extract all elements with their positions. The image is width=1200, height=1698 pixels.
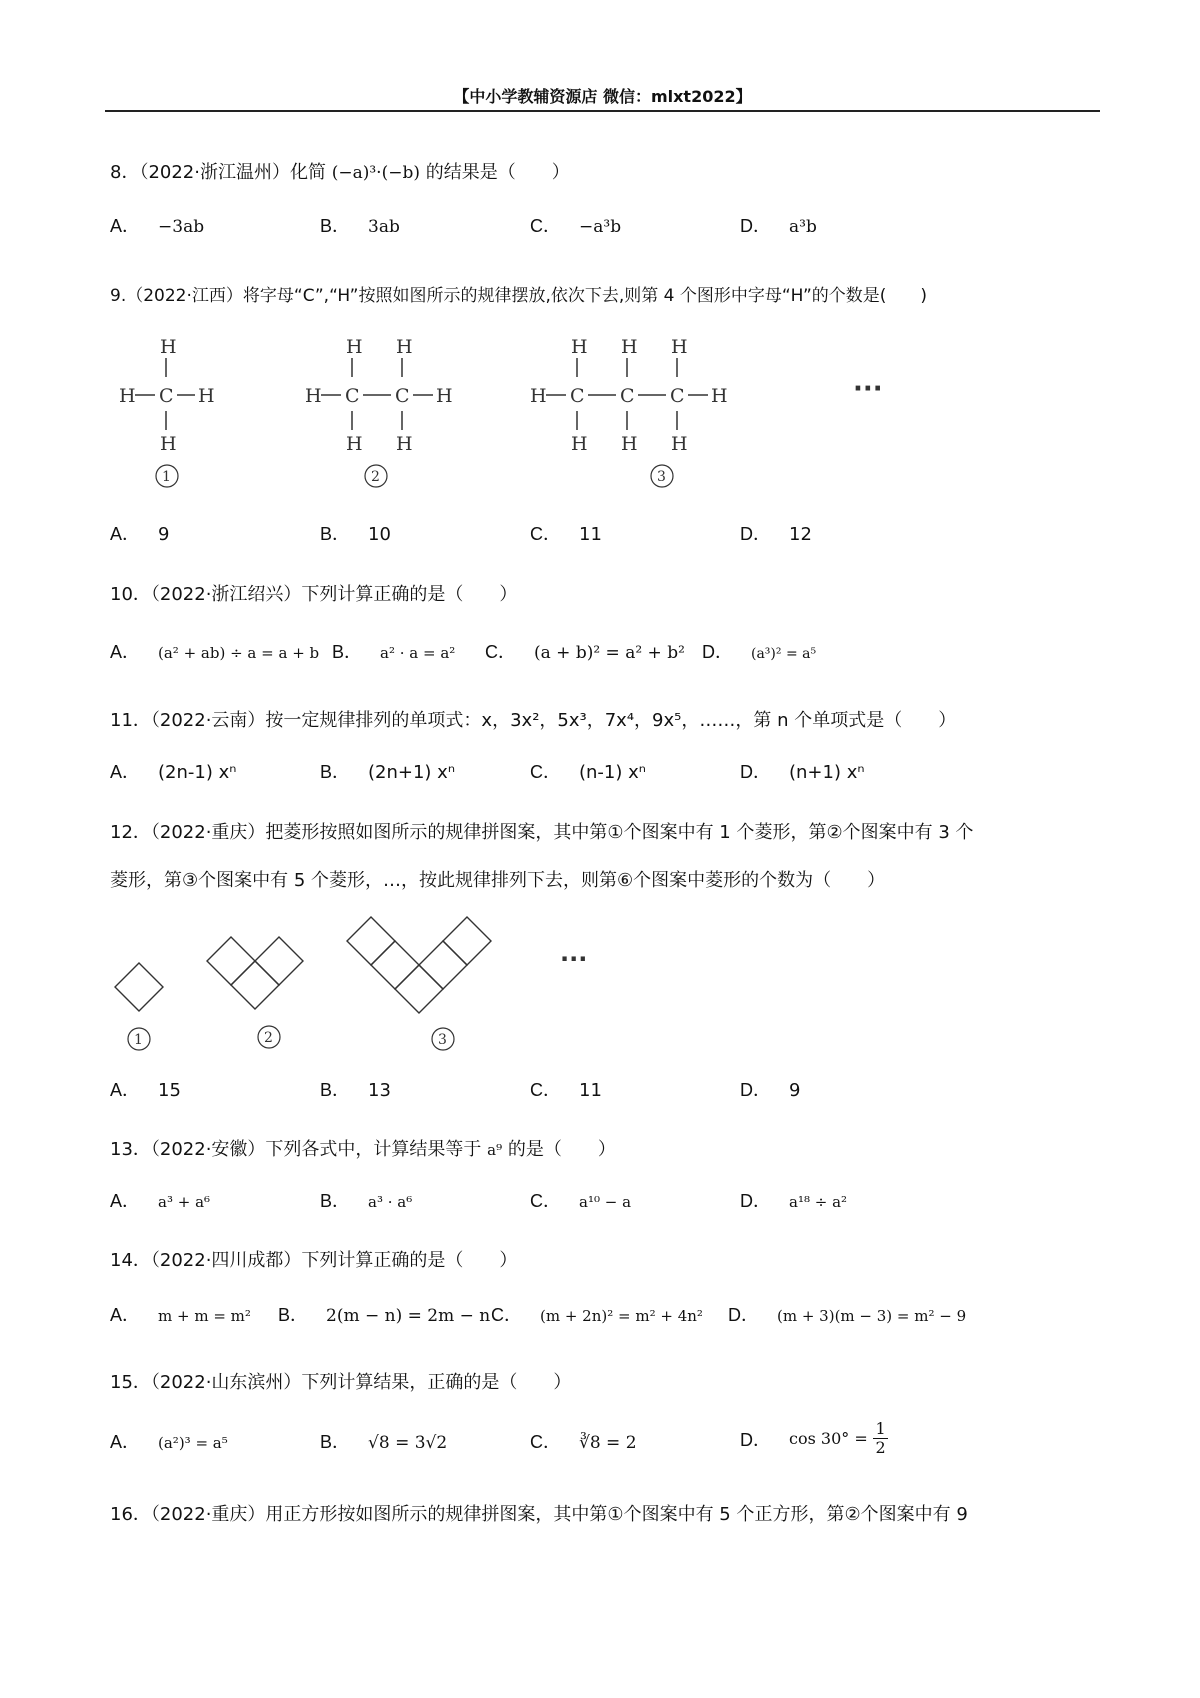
- atom-h: H: [346, 433, 363, 455]
- atom-h: H: [571, 336, 588, 358]
- rhombus: [347, 917, 395, 965]
- atom-h: H: [160, 336, 177, 358]
- svg-text:3: 3: [438, 1032, 447, 1048]
- question-8-suffix: 的结果是（ ）: [425, 162, 570, 183]
- atom-h: H: [396, 336, 413, 358]
- question-12-stem-line-2: 菱形，第③个图案中有 5 个菱形，…，按此规律排列下去，则第⑥个图案中菱形的个数为（ ）: [110, 870, 886, 891]
- question-12-figure: [105, 910, 625, 1060]
- atom-h: H: [711, 385, 728, 407]
- svg-text:1: 1: [162, 469, 171, 485]
- option-d: D． cos 30° = $\frac{1}{2}$: [740, 1419, 886, 1457]
- atom-c: C: [670, 385, 685, 407]
- question-13-stem: 13．（2022·安徽）下列各式中，计算结果等于 a⁹ 的是（ ）: [110, 1139, 616, 1160]
- atom-c: C: [395, 385, 410, 407]
- rhombus: [231, 961, 279, 1009]
- molecule-3: [530, 336, 728, 487]
- rhombus: [395, 965, 443, 1013]
- option-b: B． a² · a = a²: [332, 642, 456, 662]
- question-8-stem: [110, 160, 570, 186]
- atom-c: C: [345, 385, 360, 407]
- molecule-1: [119, 336, 215, 487]
- fraction: [873, 1420, 887, 1457]
- atom-h: H: [571, 433, 588, 455]
- option-c: C． (a + b)² = a² + b²: [485, 642, 685, 663]
- rhombus: [255, 937, 303, 985]
- option-a: A． (a² + ab) ÷ a = a + b: [110, 642, 320, 662]
- option-d: D． a³b: [740, 216, 817, 237]
- option-a: A． 9: [110, 524, 170, 545]
- atom-h: H: [530, 385, 547, 407]
- option-b: B． 3ab: [320, 216, 400, 237]
- question-8-expression: (−a)³·(−b): [331, 163, 420, 183]
- rhombus: [115, 963, 163, 1011]
- page-header: 【中小学教辅资源店 微信：mlxt2022】: [453, 87, 752, 106]
- rhombus: [419, 941, 467, 989]
- option-c: C． ∛8 = 2: [530, 1432, 637, 1453]
- option-d: D． 9: [740, 1080, 801, 1101]
- option-c: C． −a³b: [530, 216, 622, 237]
- rhombus: [443, 917, 491, 965]
- svg-text:1: 1: [134, 1032, 143, 1048]
- atom-h: H: [346, 336, 363, 358]
- option-b: B． a³ · a⁶: [320, 1191, 413, 1211]
- option-a: A． −3ab: [110, 216, 205, 237]
- header-divider: [105, 110, 1100, 112]
- question-14-stem: 14．（2022·四川成都）下列计算正确的是（ ）: [110, 1250, 518, 1271]
- fraction-numerator: 1: [875, 1419, 886, 1438]
- option-b: B． 13: [320, 1080, 391, 1101]
- question-9-figure: [105, 325, 925, 500]
- atom-c: C: [570, 385, 585, 407]
- atom-h: H: [671, 336, 688, 358]
- option-c: C． 11: [530, 524, 602, 545]
- atom-c: C: [159, 385, 174, 407]
- option-c: C． 11: [530, 1080, 602, 1101]
- option-b: B． (2n+1) xⁿ: [320, 762, 456, 783]
- option-d: D． (a³)² = a⁵: [702, 642, 817, 662]
- question-15-stem: 15．（2022·山东滨州）下列计算结果，正确的是（ ）: [110, 1372, 572, 1393]
- atom-h: H: [305, 385, 322, 407]
- atom-h: H: [396, 433, 413, 455]
- ellipsis: ···: [560, 945, 588, 973]
- option-b: B． 10: [320, 524, 391, 545]
- option-d: D． (n+1) xⁿ: [740, 762, 865, 783]
- option-b: B． √8 = 3√2: [320, 1432, 448, 1453]
- atom-h: H: [671, 433, 688, 455]
- option-c: C． (n-1) xⁿ: [530, 762, 646, 783]
- ellipsis: ···: [853, 374, 883, 404]
- atom-h: H: [436, 385, 453, 407]
- question-12-stem-line-1: 12．（2022·重庆）把菱形按照如图所示的规律拼图案，其中第①个图案中有 1 个菱形，第②个图案中有 3 个: [110, 822, 974, 843]
- question-10-stem: 10．（2022·浙江绍兴）下列计算正确的是（ ）: [110, 584, 518, 605]
- option-a: A． 15: [110, 1080, 181, 1101]
- option-c: C． (m + 2n)² = m² + 4n²: [491, 1305, 703, 1325]
- option-a: A． (2n-1) xⁿ: [110, 762, 237, 783]
- option-a: A． a³ + a⁶: [110, 1191, 211, 1211]
- atom-h: H: [621, 336, 638, 358]
- atom-h: H: [160, 433, 177, 455]
- question-16-stem: 16．（2022·重庆）用正方形按如图所示的规律拼图案，其中第①个图案中有 5 个正方形，第②个图案中有 9: [110, 1504, 968, 1525]
- question-13-expression: a⁹: [487, 1141, 503, 1159]
- rhombus: [207, 937, 255, 985]
- atom-h: H: [119, 385, 136, 407]
- option-d: D． 12: [740, 524, 812, 545]
- atom-h: H: [621, 433, 638, 455]
- option-d: D． (m + 3)(m − 3) = m² − 9: [728, 1305, 967, 1325]
- fraction-denominator: 2: [875, 1438, 886, 1457]
- atom-c: C: [620, 385, 635, 407]
- option-a: A． m + m = m²: [110, 1305, 251, 1325]
- question-9-stem: 9.（2022·江西）将字母“C”,“H”按照如图所示的规律摆放,依次下去,则第 4 个图形中字母“H”的个数是( ): [110, 286, 928, 306]
- svg-text:2: 2: [371, 469, 380, 485]
- question-11-stem: 11．（2022·云南）按一定规律排列的单项式：x，3x²，5x³，7x⁴，9x⁵，……，第 n 个单项式是（ ）: [110, 710, 957, 731]
- option-d: D． a¹⁸ ÷ a²: [740, 1191, 848, 1211]
- atom-h: H: [198, 385, 215, 407]
- svg-text:2: 2: [264, 1030, 273, 1046]
- option-a: A． (a²)³ = a⁵: [110, 1432, 228, 1452]
- question-8-prefix: 8．（2022·浙江温州）化简: [110, 162, 326, 183]
- rhombus: [371, 941, 419, 989]
- option-b: B． 2(m − n) = 2m − n: [278, 1305, 491, 1326]
- option-c: C． a¹⁰ − a: [530, 1191, 632, 1211]
- molecule-2: [305, 336, 453, 487]
- svg-text:3: 3: [657, 469, 666, 485]
